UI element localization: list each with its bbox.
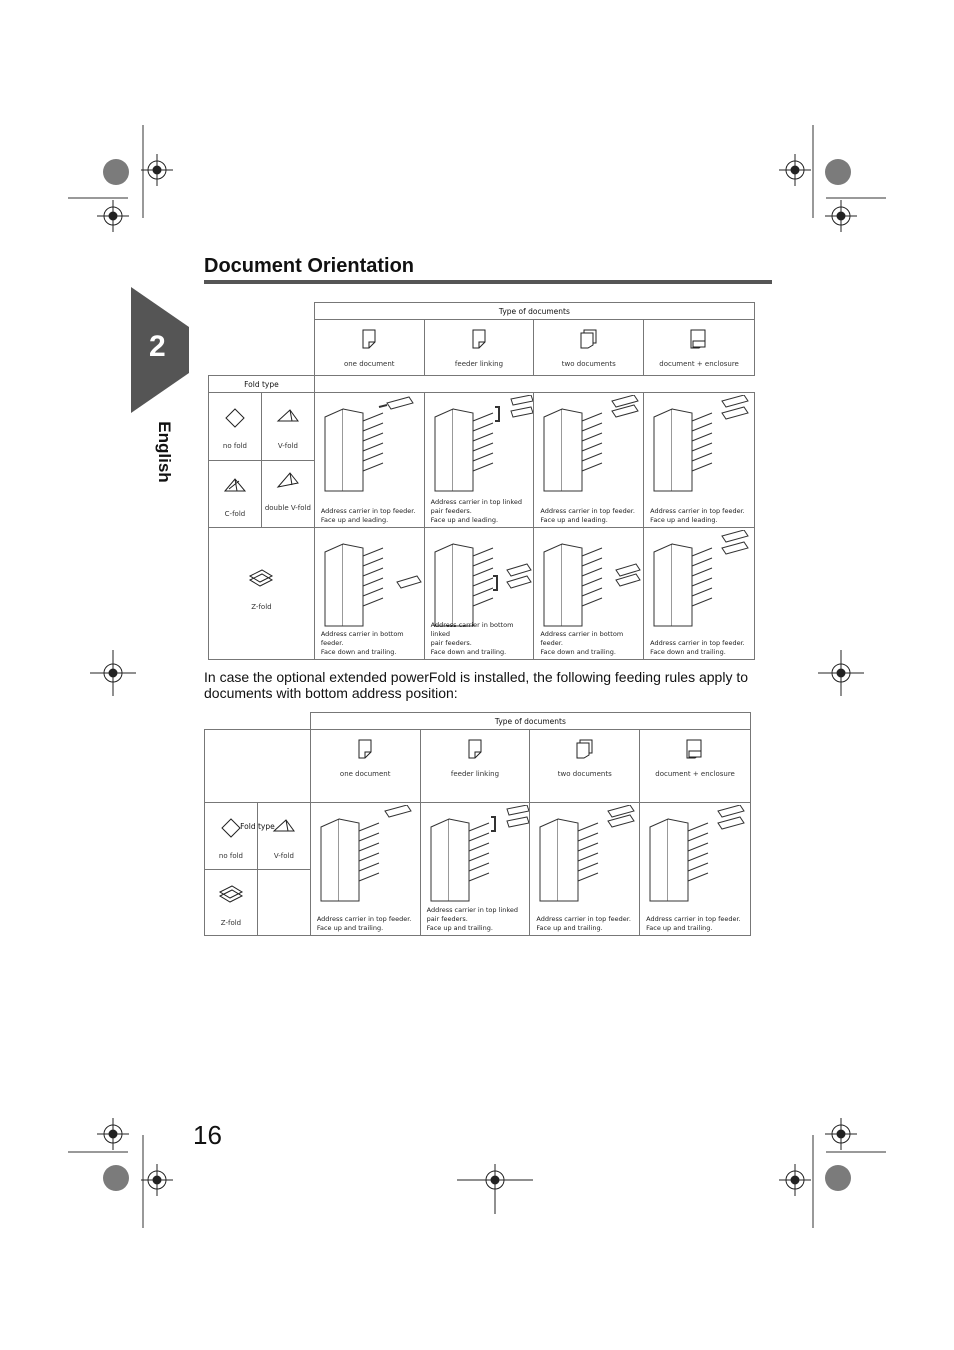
orientation-table-top (208, 302, 755, 660)
inserter-machine-icon (429, 395, 533, 497)
title-rule (204, 280, 772, 284)
two-documents-icon (580, 329, 598, 349)
powerfold-paragraph: In case the optional extended powerFold is installed, the following feeding rules apply to documents with bottom address position: (204, 669, 749, 701)
inserter-machine-icon (538, 395, 642, 497)
fold-type-header: Fold type (209, 376, 315, 393)
z-fold-icon (248, 568, 274, 590)
inserter-machine-icon (644, 805, 748, 905)
doc-type-two: two documents (530, 730, 640, 803)
fold-v-fold: V-fold (261, 393, 314, 461)
chapter-number: 2 (149, 330, 166, 363)
doc-type-one: one document (310, 730, 420, 803)
cell-r2-c3: Address carrier in bottom feeder. Face down and trailing. (534, 528, 644, 660)
c-fold-icon (223, 475, 247, 497)
fold-z-fold: Z-fold (209, 528, 315, 660)
cell-r2-c2: Address carrier in bottom linked pair feeders. Face down and trailing. (424, 528, 534, 660)
inserter-machine-icon (648, 530, 752, 630)
no-fold-icon (224, 407, 246, 429)
document-enclosure-icon (690, 329, 708, 349)
cell-r1-c2: Address carrier in top linked pair feeders. Face up and leading. (424, 393, 534, 528)
inserter-machine-icon (538, 530, 642, 630)
page-number: 16 (193, 1120, 222, 1150)
feeder-linking-icon (472, 329, 486, 349)
cell-r1-c1: Address carrier in top feeder. Face up and leading. (314, 393, 424, 528)
cell-b-c2: Address carrier in top linked pair feeders. Face up and trailing. (420, 803, 530, 936)
feeder-linking-icon (468, 739, 482, 759)
inserter-machine-icon (315, 805, 419, 905)
v-fold-icon (272, 817, 296, 839)
cell-r2-c1: Address carrier in bottom feeder. Face down and trailing. (314, 528, 424, 660)
double-v-fold-icon (276, 471, 300, 491)
inserter-machine-icon (648, 395, 752, 497)
doc-type-two: two documents (534, 320, 644, 376)
fold-no-fold: no fold (209, 393, 262, 461)
cell-r2-c4: Address carrier in top feeder. Face down and trailing. (644, 528, 755, 660)
doc-type-enclosure: document + enclosure (640, 730, 751, 803)
cell-b-c3: Address carrier in top feeder. Face up and trailing. (530, 803, 640, 936)
inserter-machine-icon (319, 530, 423, 630)
fold-v-fold: V-fold (257, 803, 310, 870)
v-fold-icon (276, 407, 300, 429)
fold-no-fold: no fold (205, 803, 258, 870)
cell-b-c4: Address carrier in top feeder. Face up and trailing. (640, 803, 751, 936)
inserter-machine-icon (319, 395, 415, 497)
doc-type-one: one document (314, 320, 424, 376)
type-of-documents-header: Type of documents (314, 303, 754, 320)
inserter-machine-icon (429, 530, 533, 630)
fold-c-fold: C-fold (209, 460, 262, 528)
two-documents-icon (576, 739, 594, 759)
inserter-machine-icon (425, 805, 529, 905)
type-of-documents-header: Type of documents (310, 713, 750, 730)
one-document-icon (358, 739, 372, 759)
cell-r1-c3: Address carrier in top feeder. Face up and leading. (534, 393, 644, 528)
language-label: English (155, 421, 174, 483)
document-enclosure-icon (686, 739, 704, 759)
fold-z-fold: Z-fold (205, 869, 258, 936)
doc-type-enclosure: document + enclosure (644, 320, 755, 376)
cell-b-c1: Address carrier in top feeder. Face up and trailing. (310, 803, 420, 936)
inserter-machine-icon (534, 805, 638, 905)
z-fold-icon (218, 884, 244, 906)
doc-type-linking: feeder linking (420, 730, 530, 803)
fold-double-v: double V-fold (261, 460, 314, 528)
cell-r1-c4: Address carrier in top feeder. Face up and leading. (644, 393, 755, 528)
page-title: Document Orientation (204, 255, 415, 277)
orientation-table-bottom (204, 712, 751, 936)
fold-type-header: Fold type (205, 730, 311, 803)
doc-type-linking: feeder linking (424, 320, 534, 376)
no-fold-icon (220, 817, 242, 839)
fold-empty (257, 869, 310, 936)
one-document-icon (362, 329, 376, 349)
